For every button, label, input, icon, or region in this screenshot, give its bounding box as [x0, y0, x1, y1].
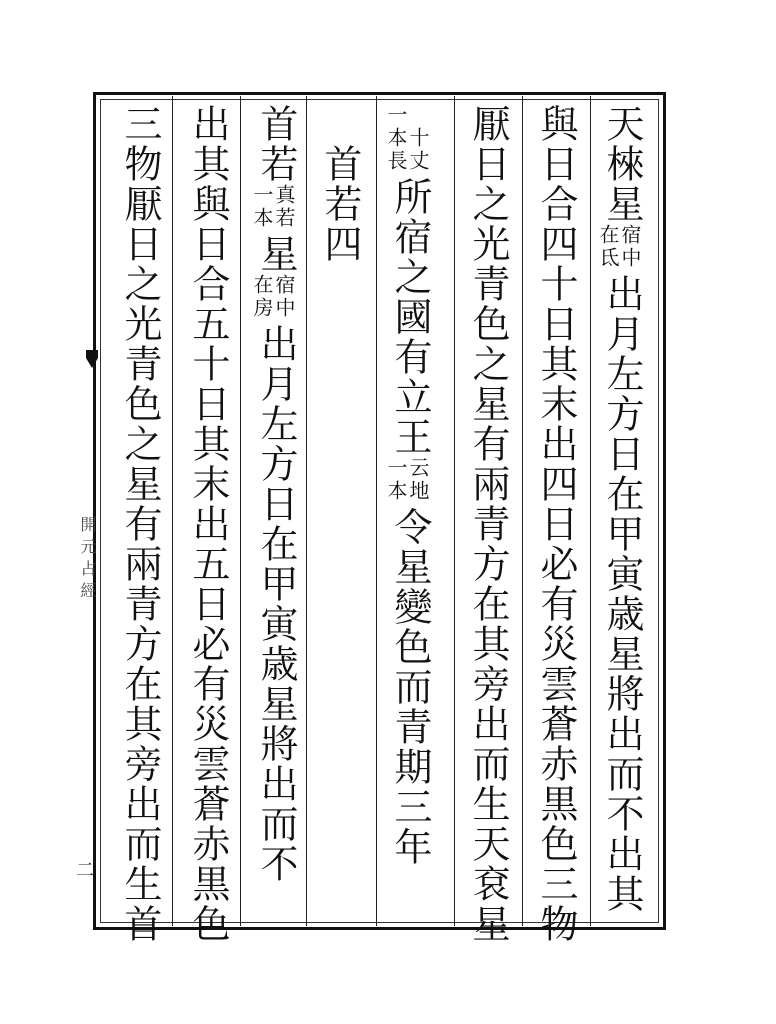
interlinear-note: [251, 274, 301, 324]
note-line: 真若: [272, 184, 296, 230]
column-rule: [306, 96, 307, 926]
text-column: [251, 104, 301, 884]
column-rule: [172, 96, 173, 926]
main-text: 所宿之國有立王: [388, 177, 432, 457]
column-rule: [240, 96, 241, 926]
interlinear-note: [251, 184, 301, 234]
note-line: 一本長: [384, 104, 408, 173]
main-text: 令星變色而青期三年: [388, 507, 432, 867]
column-rule: [376, 96, 377, 926]
main-text: 星: [254, 234, 298, 274]
main-text: 三物厭日之光青色之星有兩青方在其旁出而生首: [118, 104, 162, 944]
interlinear-note: [597, 224, 647, 274]
note-line: 在氐: [596, 224, 620, 270]
note-line: 一本: [250, 184, 274, 230]
note-line: 在房: [250, 274, 274, 320]
note-line: 宿中: [618, 224, 642, 270]
column-rule: [522, 96, 523, 926]
text-column: [385, 104, 435, 867]
column-rule: [590, 96, 591, 926]
column-rule: [454, 96, 455, 926]
main-text: 天棶星: [600, 104, 644, 224]
text-column: [115, 104, 165, 944]
main-text: 厭日之光青色之星有兩青方在其旁出而生天袞星: [466, 104, 510, 944]
interlinear-note: [385, 457, 435, 507]
note-line: 一本: [384, 457, 408, 503]
fish-tail-mark-icon: [84, 350, 100, 368]
text-column: [597, 104, 647, 914]
main-text: 與日合四十日其末出四日必有災雲蒼赤黒色三物: [534, 104, 578, 944]
text-column: [463, 104, 513, 944]
text-column: [183, 104, 233, 944]
gutter-margin: [76, 96, 96, 926]
main-text: 出其與日合五十日其末出五日必有災雲蒼赤黒色: [186, 104, 230, 944]
main-text: 首若: [254, 104, 298, 184]
text-column: [315, 104, 365, 264]
text-column: [531, 104, 581, 944]
main-text: 出月左方日在甲寅歳星將出而不出其: [600, 274, 644, 914]
note-line: 宿中: [272, 274, 296, 320]
main-text: 首若四: [318, 104, 362, 264]
note-line: 云地: [406, 457, 430, 503]
gutter-title: 開元占經: [78, 516, 97, 604]
note-line: 十丈: [406, 127, 430, 173]
main-text: 出月左方日在甲寅歳星將出而不: [254, 324, 298, 884]
gutter-page-number: 二: [76, 860, 94, 881]
interlinear-note: [385, 104, 435, 177]
